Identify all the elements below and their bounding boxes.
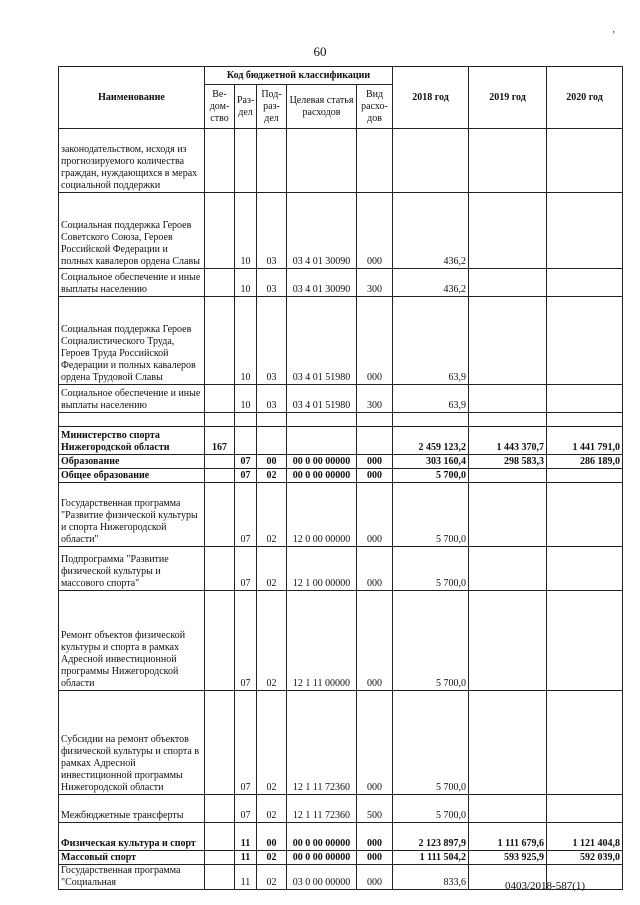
row-amount-2018: 5 700,0 [393, 591, 469, 691]
row-amount-2019 [469, 795, 547, 823]
row-amount-2019 [469, 591, 547, 691]
row-amount-2019 [469, 413, 547, 427]
row-target-article: 03 4 01 51980 [287, 297, 357, 385]
row-expense-type: 500 [357, 795, 393, 823]
row-amount-2018: 63,9 [393, 385, 469, 413]
row-vedomstvo [205, 385, 235, 413]
row-amount-2019 [469, 691, 547, 795]
row-name: Массовый спорт [59, 851, 205, 865]
row-expense-type: 000 [357, 851, 393, 865]
row-name: Субсидии на ремонт объектов физической культуры и спорта в рамках Адресной инвестиционной программы Нижегородской области [59, 691, 205, 795]
row-name: Государственная программа "Развитие физической культуры и спорта Нижегородской области" [59, 483, 205, 547]
row-target-article: 12 1 11 72360 [287, 795, 357, 823]
row-expense-type: 000 [357, 469, 393, 483]
row-amount-2018 [393, 129, 469, 193]
row-name: Социальное обеспечение и иные выплаты населению [59, 385, 205, 413]
row-expense-type: 000 [357, 297, 393, 385]
row-amount-2020 [547, 795, 623, 823]
row-target-article: 03 0 00 00000 [287, 865, 357, 890]
row-podrazdel: 02 [257, 865, 287, 890]
table-row [59, 591, 623, 691]
header-target-article: Целевая статья расходов [287, 85, 357, 129]
row-amount-2020 [547, 547, 623, 591]
row-podrazdel: 02 [257, 547, 287, 591]
row-amount-2019: 1 111 679,6 [469, 823, 547, 851]
row-razdel: 07 [235, 483, 257, 547]
row-amount-2020 [547, 297, 623, 385]
row-podrazdel: 02 [257, 591, 287, 691]
row-amount-2019: 593 925,9 [469, 851, 547, 865]
row-name: Образование [59, 455, 205, 469]
row-amount-2019 [469, 269, 547, 297]
row-vedomstvo [205, 269, 235, 297]
row-amount-2020 [547, 129, 623, 193]
row-amount-2018: 5 700,0 [393, 547, 469, 591]
row-target-article: 03 4 01 30090 [287, 193, 357, 269]
row-razdel [235, 129, 257, 193]
row-amount-2018: 5 700,0 [393, 483, 469, 547]
row-target-article [287, 427, 357, 455]
row-target-article: 12 1 11 72360 [287, 691, 357, 795]
row-target-article: 12 0 00 00000 [287, 483, 357, 547]
row-vedomstvo [205, 691, 235, 795]
table-row [59, 691, 623, 795]
row-podrazdel: 03 [257, 193, 287, 269]
row-amount-2019 [469, 469, 547, 483]
row-expense-type [357, 413, 393, 427]
row-name: Подпрограмма "Развитие физической культуры и массового спорта" [59, 547, 205, 591]
document-code: 0403/2018-587(1) [505, 880, 586, 892]
row-razdel: 10 [235, 269, 257, 297]
row-amount-2018: 436,2 [393, 193, 469, 269]
row-amount-2019 [469, 385, 547, 413]
row-name: законодательством, исходя из прогнозируемого количества граждан, нуждающихся в мерах социальной поддержки [59, 129, 205, 193]
page-number: 60 [313, 44, 327, 59]
row-name: Министерство спорта Нижегородской области [59, 427, 205, 455]
table-row [59, 385, 623, 413]
table-row [59, 427, 623, 455]
header-classification-group: Код бюджетной классификации [205, 67, 393, 85]
table-row [59, 455, 623, 469]
row-podrazdel: 02 [257, 691, 287, 795]
row-amount-2019: 1 443 370,7 [469, 427, 547, 455]
table-row [59, 297, 623, 385]
row-amount-2019 [469, 297, 547, 385]
row-amount-2019 [469, 483, 547, 547]
row-vedomstvo [205, 413, 235, 427]
row-amount-2020 [547, 385, 623, 413]
row-target-article: 03 4 01 51980 [287, 385, 357, 413]
row-amount-2020 [547, 691, 623, 795]
row-target-article: 03 4 01 30090 [287, 269, 357, 297]
row-amount-2020 [547, 469, 623, 483]
row-expense-type: 000 [357, 547, 393, 591]
row-razdel: 10 [235, 193, 257, 269]
row-vedomstvo [205, 129, 235, 193]
row-amount-2020 [547, 413, 623, 427]
header-2018: 2018 год [393, 67, 469, 129]
row-podrazdel [257, 413, 287, 427]
row-razdel [235, 427, 257, 455]
row-name: Государственная программа "Социальная [59, 865, 205, 890]
row-razdel: 11 [235, 851, 257, 865]
header-name: Наименование [59, 67, 205, 129]
row-amount-2018: 436,2 [393, 269, 469, 297]
table-row [59, 413, 623, 427]
row-razdel: 11 [235, 865, 257, 890]
row-expense-type: 000 [357, 483, 393, 547]
row-vedomstvo [205, 865, 235, 890]
row-vedomstvo [205, 851, 235, 865]
row-podrazdel: 02 [257, 469, 287, 483]
row-amount-2018: 1 111 504,2 [393, 851, 469, 865]
row-target-article [287, 413, 357, 427]
table-header [59, 67, 623, 129]
row-expense-type: 000 [357, 691, 393, 795]
row-expense-type [357, 427, 393, 455]
row-name: Социальное обеспечение и иные выплаты населению [59, 269, 205, 297]
row-razdel: 11 [235, 823, 257, 851]
budget-table [58, 66, 623, 890]
row-target-article [287, 129, 357, 193]
row-razdel: 07 [235, 795, 257, 823]
row-expense-type: 000 [357, 591, 393, 691]
row-expense-type: 000 [357, 865, 393, 890]
row-amount-2018: 5 700,0 [393, 691, 469, 795]
row-podrazdel [257, 427, 287, 455]
row-name: Социальная поддержка Героев Социалистического Труда, Героев Труда Российской Федерации и полных кавалеров ордена Трудовой Славы [59, 297, 205, 385]
row-razdel: 10 [235, 297, 257, 385]
row-amount-2020 [547, 193, 623, 269]
row-target-article: 00 0 00 00000 [287, 851, 357, 865]
row-podrazdel: 03 [257, 269, 287, 297]
table-body [59, 129, 623, 890]
row-amount-2018: 2 123 897,9 [393, 823, 469, 851]
row-target-article: 00 0 00 00000 [287, 469, 357, 483]
row-target-article: 00 0 00 00000 [287, 455, 357, 469]
row-vedomstvo [205, 591, 235, 691]
row-name: Межбюджетные трансферты [59, 795, 205, 823]
row-razdel: 07 [235, 455, 257, 469]
row-amount-2018: 5 700,0 [393, 795, 469, 823]
corner-mark: ’ [612, 30, 616, 41]
table-row [59, 795, 623, 823]
row-vedomstvo [205, 469, 235, 483]
row-razdel: 07 [235, 591, 257, 691]
row-razdel: 07 [235, 691, 257, 795]
row-razdel: 07 [235, 547, 257, 591]
header-2019: 2019 год [469, 67, 547, 129]
row-target-article: 00 0 00 00000 [287, 823, 357, 851]
row-amount-2019 [469, 129, 547, 193]
row-amount-2018: 63,9 [393, 297, 469, 385]
row-amount-2018 [393, 413, 469, 427]
row-vedomstvo: 167 [205, 427, 235, 455]
header-2020: 2020 год [547, 67, 623, 129]
table-row [59, 193, 623, 269]
header-razdel: Раз- дел [235, 85, 257, 129]
row-expense-type: 000 [357, 455, 393, 469]
row-target-article: 12 1 11 00000 [287, 591, 357, 691]
row-vedomstvo [205, 795, 235, 823]
row-podrazdel: 02 [257, 795, 287, 823]
row-vedomstvo [205, 193, 235, 269]
row-podrazdel: 03 [257, 385, 287, 413]
row-expense-type: 300 [357, 385, 393, 413]
row-name: Ремонт объектов физической культуры и спорта в рамках Адресной инвестиционной программы Нижегородской области [59, 591, 205, 691]
table-row [59, 129, 623, 193]
row-name: Социальная поддержка Героев Советского Союза, Героев Российской Федерации и полных кавалеров ордена Славы [59, 193, 205, 269]
row-razdel [235, 413, 257, 427]
row-podrazdel: 00 [257, 455, 287, 469]
row-expense-type [357, 129, 393, 193]
table-row [59, 483, 623, 547]
row-podrazdel: 00 [257, 823, 287, 851]
row-amount-2018: 303 160,4 [393, 455, 469, 469]
row-amount-2020: 1 121 404,8 [547, 823, 623, 851]
table-row [59, 547, 623, 591]
row-expense-type: 000 [357, 823, 393, 851]
row-amount-2019 [469, 547, 547, 591]
row-amount-2020 [547, 483, 623, 547]
row-amount-2020 [547, 269, 623, 297]
row-amount-2020 [547, 591, 623, 691]
row-podrazdel: 02 [257, 483, 287, 547]
row-vedomstvo [205, 455, 235, 469]
row-amount-2018: 833,6 [393, 865, 469, 890]
row-amount-2018: 5 700,0 [393, 469, 469, 483]
row-podrazdel: 02 [257, 851, 287, 865]
row-amount-2019 [469, 193, 547, 269]
row-amount-2020: 286 189,0 [547, 455, 623, 469]
row-vedomstvo [205, 297, 235, 385]
row-amount-2018: 2 459 123,2 [393, 427, 469, 455]
row-podrazdel: 03 [257, 297, 287, 385]
row-podrazdel [257, 129, 287, 193]
row-vedomstvo [205, 823, 235, 851]
table-row [59, 851, 623, 865]
header-podrazdel: Под- раз- дел [257, 85, 287, 129]
table-row [59, 823, 623, 851]
row-vedomstvo [205, 547, 235, 591]
table-row [59, 269, 623, 297]
row-amount-2020: 592 039,0 [547, 851, 623, 865]
row-name: Физическая культура и спорт [59, 823, 205, 851]
row-amount-2020: 1 441 791,0 [547, 427, 623, 455]
row-amount-2019: 298 583,3 [469, 455, 547, 469]
row-name [59, 413, 205, 427]
header-expense-type: Вид расхо- дов [357, 85, 393, 129]
row-razdel: 07 [235, 469, 257, 483]
row-name: Общее образование [59, 469, 205, 483]
header-vedomstvo: Ве- дом- ство [205, 85, 235, 129]
row-expense-type: 300 [357, 269, 393, 297]
table-row [59, 469, 623, 483]
row-expense-type: 000 [357, 193, 393, 269]
row-vedomstvo [205, 483, 235, 547]
row-target-article: 12 1 00 00000 [287, 547, 357, 591]
row-razdel: 10 [235, 385, 257, 413]
